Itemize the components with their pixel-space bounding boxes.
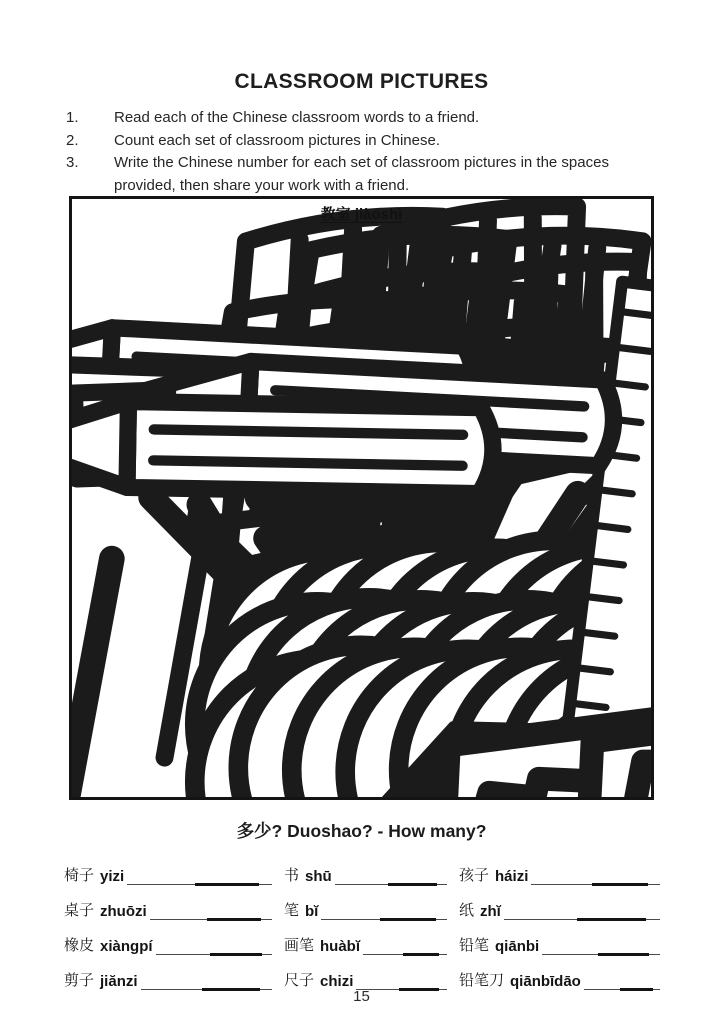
answer-blank-yizi[interactable] <box>127 880 272 885</box>
vocab-pinyin: shū <box>305 868 332 885</box>
vocab-pinyin: xiàngpí <box>100 938 153 955</box>
page-number: 15 <box>353 988 370 1005</box>
vocab-hanzi: 椅子 <box>64 867 95 884</box>
vocab-pinyin: zhuōzi <box>100 903 147 920</box>
vocab-hanzi: 桌子 <box>64 902 95 919</box>
vocabulary-grid <box>64 856 674 996</box>
answer-blank-xiàngpí[interactable] <box>156 950 272 955</box>
vocab-item-háizi <box>459 856 672 891</box>
answer-blank-háizi[interactable] <box>531 880 660 885</box>
vocab-hanzi: 剪子 <box>64 972 95 989</box>
instruction-number: 3. <box>66 154 79 171</box>
vocab-item-xiàngpí <box>64 926 284 961</box>
vocab-item-yizi <box>64 856 284 891</box>
vocab-item-huàbĭ <box>284 926 459 961</box>
vocab-hanzi: 书 <box>284 867 300 884</box>
vocab-hanzi: 笔 <box>284 902 300 919</box>
answer-blank-huàbĭ[interactable] <box>363 950 447 955</box>
instruction-text: Read each of the Chinese classroom words to a friend. <box>114 109 480 126</box>
answer-blank-zhuōzi[interactable] <box>150 915 272 920</box>
classroom-picture-box <box>69 196 654 800</box>
vocab-hanzi: 尺子 <box>284 972 315 989</box>
vocab-pinyin: jiănzi <box>100 973 138 990</box>
vocab-pinyin: huàbĭ <box>320 938 361 955</box>
vocab-hanzi: 铅笔刀 <box>459 972 505 989</box>
answer-blank-bĭ[interactable] <box>321 915 447 920</box>
vocab-pinyin: yizi <box>100 868 125 885</box>
instruction-number: 1. <box>66 109 79 126</box>
vocab-item-bĭ <box>284 891 459 926</box>
vocab-item-qiānbi <box>459 926 672 961</box>
vocab-hanzi: 纸 <box>459 902 475 919</box>
instruction-number: 2. <box>66 131 79 149</box>
vocab-hanzi: 橡皮 <box>64 937 95 954</box>
instruction-item-2 <box>66 130 641 153</box>
instruction-item-1 <box>66 107 641 130</box>
vocab-pinyin: qiānbīdāo <box>510 973 581 990</box>
page-title: CLASSROOM PICTURES <box>234 70 489 93</box>
vocab-pinyin: zhĭ <box>480 903 501 920</box>
picture-caption: 教室 jiàoshì <box>320 206 403 223</box>
vocab-pinyin: qiānbi <box>495 938 540 955</box>
vocab-pinyin: háizi <box>495 868 529 885</box>
vocab-hanzi: 铅笔 <box>459 937 490 954</box>
vocab-pinyin: chizi <box>320 973 354 990</box>
vocab-hanzi: 孩子 <box>459 867 490 884</box>
vocab-item-zhuōzi <box>64 891 284 926</box>
vocab-item-zhĭ <box>459 891 672 926</box>
vocab-item-shū <box>284 856 459 891</box>
vocab-hanzi: 画笔 <box>284 937 315 954</box>
answer-blank-shū[interactable] <box>335 880 447 885</box>
instruction-text: Count each set of classroom pictures in Chinese. <box>114 131 440 149</box>
instruction-text: Write the Chinese number for each set of classroom pictures in the spaces provided, then share your work with a friend. <box>114 154 609 194</box>
classroom-illustration <box>72 199 651 797</box>
instruction-item-3 <box>66 152 641 197</box>
vocab-pinyin: bĭ <box>305 903 319 920</box>
answer-blank-qiānbi[interactable] <box>542 950 660 955</box>
question-heading: 多少? Duoshao? - How many? <box>236 821 487 841</box>
instructions-list <box>66 107 641 197</box>
answer-blank-zhĭ[interactable] <box>504 915 660 920</box>
